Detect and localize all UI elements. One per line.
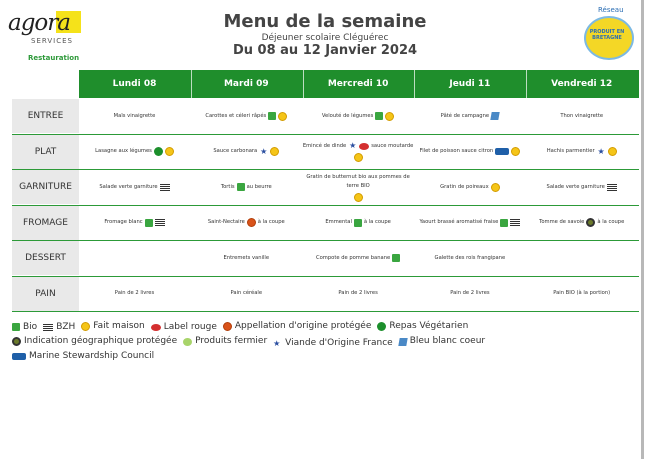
menu-cell-content [115, 289, 154, 298]
menu-cell-content [114, 112, 156, 121]
dish-text: Fromage blanc [104, 219, 143, 225]
legend-label: Marine Stewardship Council [29, 350, 155, 361]
day-separator [191, 70, 192, 98]
msc-icon [495, 148, 509, 155]
row-label: ENTREE [12, 99, 79, 133]
aop-icon [223, 322, 232, 331]
legend [12, 321, 632, 364]
page-title: Menu de la semaine [223, 11, 427, 32]
bio-icon [268, 112, 276, 120]
menu-cell-content [560, 112, 603, 121]
legend-item [151, 322, 217, 334]
dish-text: Pain de 2 livres [338, 290, 378, 296]
menu-cell [414, 99, 525, 133]
fait-maison-icon [81, 322, 90, 331]
menu-cell [303, 206, 414, 240]
menu-cell-content [104, 218, 164, 227]
menu-cell-content [440, 183, 500, 192]
dish-text: Entremets vanille [223, 254, 270, 261]
bio-icon [237, 183, 245, 191]
legend-item [377, 321, 468, 333]
menu-cell-content [450, 289, 489, 298]
bzh-icon [607, 184, 617, 191]
dish-text: Pâté de campagne [440, 112, 490, 119]
menu-cell-content [303, 173, 414, 202]
dish-text: sauce moutarde [371, 142, 414, 149]
fait-maison-icon [354, 193, 363, 202]
bzh-icon [155, 219, 165, 226]
dish-text: Pain de 2 livres [114, 290, 155, 296]
row-label: PLAT [12, 135, 79, 169]
menu-cell [79, 241, 190, 275]
menu-cell [526, 241, 637, 275]
menu-cell-content [208, 218, 285, 227]
menu-cell [191, 241, 302, 275]
menu-cell [191, 277, 302, 311]
dish-text: à la coupe [597, 219, 625, 225]
menu-cell [526, 206, 637, 240]
dish-text: Compote de pomme banane [316, 254, 391, 261]
menu-cell [191, 170, 302, 204]
legend-item [43, 322, 75, 334]
logo-services: SERVICES [31, 37, 73, 45]
legend-label: Produits fermier [195, 336, 268, 347]
label-rouge-icon [359, 143, 369, 150]
menu-cell [526, 277, 637, 311]
legend-label: Bio [23, 321, 38, 332]
reseau-label: Réseau [598, 6, 624, 14]
dish-text: Thon vinaigrette [560, 112, 604, 119]
date-range: Du 08 au 12 Janvier 2024 [232, 43, 418, 58]
dish-text: Yaourt brassé aromatisé fraise [419, 219, 499, 225]
fait-maison-icon [278, 112, 287, 121]
dish-text: Lasagne aux légumes [95, 148, 152, 154]
dish-text: Tortis [220, 183, 235, 190]
menu-cell-content [338, 289, 377, 298]
dish-text: Pain céréale [230, 290, 263, 296]
dish-text: Emmental [325, 219, 352, 225]
menu-cell [191, 99, 302, 133]
menu-cell [79, 277, 190, 311]
bio-icon [392, 254, 400, 262]
menu-cell [414, 170, 525, 204]
msc-icon [12, 353, 26, 360]
day-header: Lundi 08 [112, 79, 157, 89]
viande-origine-france-icon: ★ [349, 141, 357, 150]
day-header: Jeudi 11 [449, 79, 491, 89]
menu-cell [526, 135, 637, 169]
legend-label: Indication géographique protégée [24, 335, 178, 346]
legend-label: Appellation d'origine protégée [234, 321, 372, 331]
legend-item [223, 321, 372, 333]
day-header: Vendredi 12 [551, 79, 613, 89]
dish-text: Salade verte garniture [546, 183, 605, 190]
menu-cell-content [95, 147, 174, 156]
menu-cell [79, 206, 190, 240]
dish-text: Gratin de butternut bio aux pommes de terre BIO [306, 173, 410, 189]
menu-cell-content [322, 112, 394, 121]
menu-cell [303, 170, 414, 204]
menu-cell [414, 241, 525, 275]
legend-item [81, 321, 144, 333]
dish-text: Maïs vinaigrette [113, 112, 156, 119]
menu-cell [414, 277, 525, 311]
row-label: GARNITURE [12, 170, 79, 204]
bio-icon [12, 323, 20, 331]
menu-cell-content [547, 147, 617, 156]
menu-cell-content [547, 183, 617, 192]
legend-label: Viande d'Origine France [285, 338, 393, 349]
dish-text: Saint-Nectaire [207, 219, 245, 225]
aop-icon [247, 218, 256, 227]
bio-icon [500, 219, 508, 227]
menu-cell [526, 99, 637, 133]
igp-icon [12, 337, 21, 346]
dish-text: Tomme de savoie [539, 219, 585, 225]
day-separator [526, 70, 527, 98]
row-label: DESSERT [12, 241, 79, 275]
bzh-icon [160, 184, 170, 191]
igp-icon [586, 218, 595, 227]
menu-cell-content [420, 147, 521, 156]
legend-label: Fait maison [93, 321, 145, 331]
row-divider [12, 311, 639, 312]
legend-item [12, 336, 177, 348]
dish-text: Filet de poisson sauce citron [419, 148, 494, 154]
menu-cell-content [221, 183, 272, 192]
bzh-icon [43, 324, 53, 331]
day-separator [303, 70, 304, 98]
menu-cell [414, 206, 525, 240]
dish-text: à la coupe [257, 219, 285, 225]
legend-item [12, 351, 154, 363]
dish-text: Gratin de poireaux [440, 183, 489, 190]
menu-cell-content [553, 289, 610, 298]
page-edge [641, 0, 644, 459]
viande-origine-france-icon: ★ [260, 146, 268, 156]
reseau-badge-text: PRODUIT EN BRETAGNE [589, 29, 625, 41]
menu-cell-content [231, 289, 263, 298]
menu-cell-content [303, 142, 414, 162]
dish-text: Carottes et céleri râpés [205, 112, 267, 119]
label-rouge-icon [151, 324, 161, 331]
fait-maison-icon [354, 153, 363, 162]
fait-maison-icon [608, 147, 617, 156]
legend-label: Bleu blanc coeur [409, 336, 486, 347]
menu-cell [526, 170, 637, 204]
bleu-blanc-coeur-icon [398, 338, 407, 346]
row-label: PAIN [12, 277, 79, 311]
day-separator [414, 70, 415, 98]
dish-text: Salade verte garniture [99, 183, 158, 190]
menu-cell [303, 241, 414, 275]
legend-item [183, 336, 267, 348]
menu-cell [79, 99, 190, 133]
legend-label: BZH [56, 322, 76, 332]
produits-fermier-icon [183, 338, 192, 346]
dish-text: au beurre [246, 183, 272, 190]
page-subtitle: Déjeuner scolaire Cléguérec [261, 33, 389, 43]
logo-word: agora [8, 10, 70, 36]
menu-cell [79, 135, 190, 169]
row-label: FROMAGE [12, 206, 79, 240]
dish-text: Pain de 2 livres [450, 290, 490, 296]
logo-restauration: Restauration [28, 54, 80, 62]
menu-cell-content [539, 218, 624, 227]
legend-item [273, 338, 393, 350]
repas-vegetarien-icon [377, 322, 386, 331]
fait-maison-icon [491, 183, 500, 192]
fait-maison-icon [385, 112, 394, 121]
bio-icon [354, 219, 362, 227]
bleu-blanc-coeur-icon [490, 112, 499, 120]
menu-cell [303, 135, 414, 169]
menu-cell [79, 170, 190, 204]
dish-text: Emincé de dinde [302, 142, 347, 149]
menu-cell-content [316, 254, 400, 263]
day-header: Mercredi 10 [327, 79, 389, 89]
legend-item [399, 336, 485, 348]
fait-maison-icon [270, 147, 279, 156]
dish-text: Hachis parmentier [546, 148, 595, 154]
legend-item [12, 322, 37, 334]
dish-text: Sauce carbonara [213, 148, 258, 154]
menu-cell [303, 277, 414, 311]
viande-origine-france-icon: ★ [273, 339, 281, 348]
menu-cell [191, 206, 302, 240]
menu-cell-content [325, 218, 390, 227]
menu-cell-content [419, 218, 520, 227]
fait-maison-icon [511, 147, 520, 156]
menu-cell [414, 135, 525, 169]
bio-icon [375, 112, 383, 120]
menu-cell-content [224, 254, 270, 263]
dish-text: Pain BIO (à la portion) [553, 290, 611, 296]
day-header: Mardi 09 [223, 79, 269, 89]
dish-text: à la coupe [363, 219, 391, 225]
menu-cell-content [435, 254, 506, 263]
dish-text: Galette des rois frangipane [434, 254, 506, 261]
menu-cell [191, 135, 302, 169]
legend-label: Label rouge [163, 322, 217, 332]
dish-text: Velouté de légumes [321, 112, 374, 119]
repas-vegetarien-icon [154, 147, 163, 156]
bzh-icon [510, 219, 520, 226]
menu-cell-content [205, 112, 287, 121]
menu-cell [303, 99, 414, 133]
bio-icon [145, 219, 153, 227]
menu-cell-content [99, 183, 169, 192]
menu-cell-content [441, 112, 499, 121]
legend-label: Repas Végétarien [389, 321, 469, 331]
viande-origine-france-icon: ★ [597, 146, 605, 156]
menu-cell-content [213, 147, 279, 156]
fait-maison-icon [165, 147, 174, 156]
